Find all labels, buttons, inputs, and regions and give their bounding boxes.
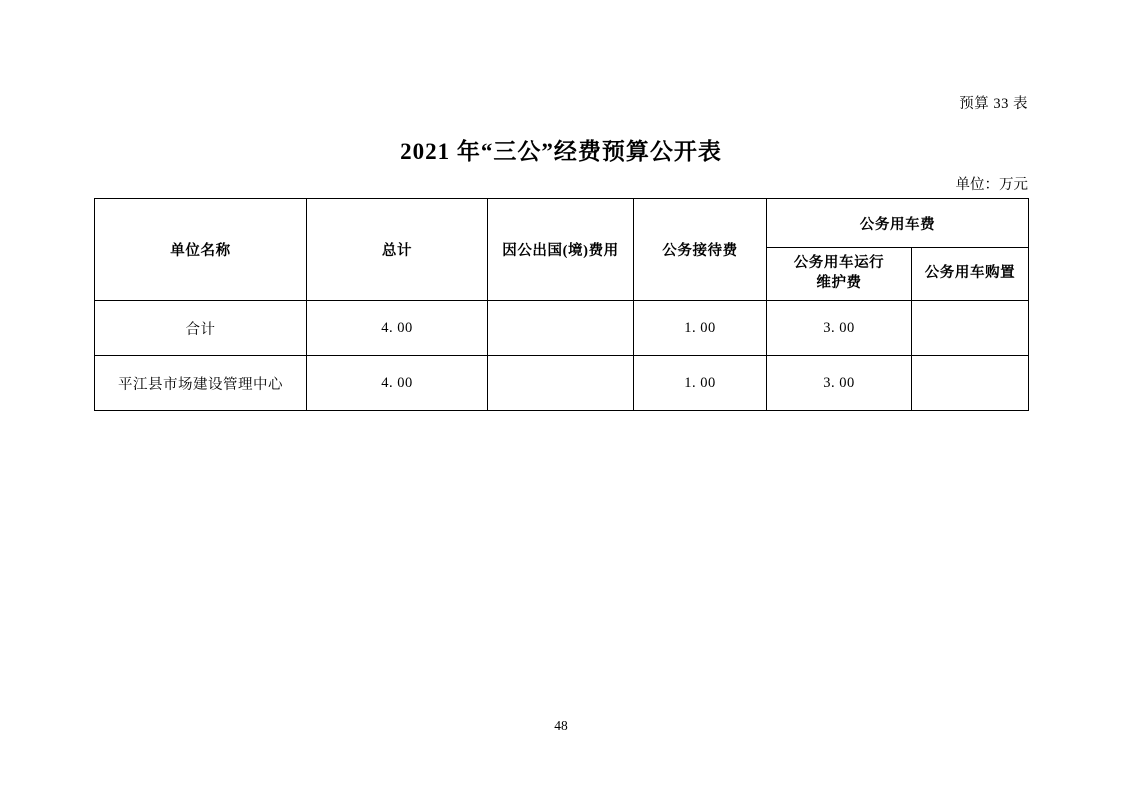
table-row: [95, 356, 1029, 411]
cell-total: 4. 00: [307, 301, 488, 356]
cell-vehicle-purchase: [912, 356, 1029, 411]
cell-vehicle-purchase: [912, 301, 1029, 356]
table-row: [95, 301, 1029, 356]
budget-table: [94, 198, 1029, 411]
vehicle-operation-line-1: 公务用车运行: [793, 255, 885, 272]
unit-note: 单位：万元: [955, 177, 1028, 193]
column-header-total: 总计: [307, 199, 488, 301]
column-header-unit-name: 单位名称: [95, 199, 307, 301]
cell-unit-name: 合计: [95, 301, 307, 356]
cell-total: 4. 00: [307, 356, 488, 411]
vehicle-operation-line-2: 维护费: [816, 275, 862, 291]
cell-unit-name: 平江县市场建设管理中心: [95, 356, 307, 411]
document-header-label: 预算 33 表: [959, 96, 1028, 112]
column-header-vehicle-purchase: 公务用车购置: [912, 248, 1029, 301]
column-header-abroad: 因公出国(境)费用: [488, 199, 634, 301]
column-header-vehicle-operation: [767, 248, 912, 301]
cell-abroad: [488, 356, 634, 411]
column-header-reception: 公务接待费: [634, 199, 767, 301]
cell-reception: 1. 00: [634, 356, 767, 411]
cell-abroad: [488, 301, 634, 356]
page-number: 48: [554, 718, 568, 733]
cell-vehicle-operation: 3. 00: [767, 301, 912, 356]
column-header-vehicle-group: 公务用车费: [767, 199, 1029, 248]
cell-reception: 1. 00: [634, 301, 767, 356]
cell-vehicle-operation: 3. 00: [767, 356, 912, 411]
page-title: 2021 年“三公”经费预算公开表: [400, 139, 722, 164]
